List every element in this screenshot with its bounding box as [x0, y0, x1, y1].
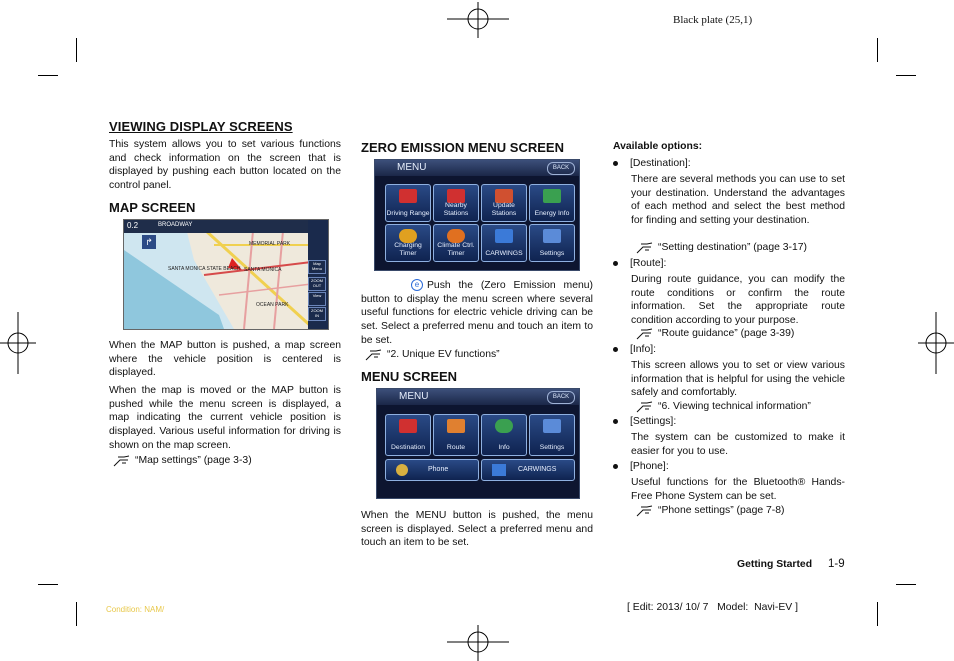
zero-emission-title: ZERO EMISSION MENU SCREEN: [361, 140, 564, 155]
menu-title: MENU: [399, 391, 429, 402]
map-top-bar: [124, 220, 308, 233]
crop-mark: [877, 38, 878, 62]
menu-screen-title: MENU SCREEN: [361, 369, 458, 384]
nearby-stations-tile[interactable]: Nearby Stations: [433, 184, 479, 222]
crop-mark: [877, 602, 878, 626]
registration-mark-bottom: [447, 625, 509, 661]
option-route-ref: “Route guidance” (page 3-39): [636, 327, 794, 341]
zero-menu-title: MENU: [397, 162, 427, 173]
crop-mark: [896, 75, 916, 76]
info-tile[interactable]: Info: [481, 414, 527, 456]
map-label-3: SANTA MONICA: [244, 267, 282, 273]
map-label-1: MEMORIAL PARK: [249, 241, 291, 247]
zero-emission-para-text: Push the (Zero Emission menu) button to display the menu screen where several useful functions for electric vehicle driving can be set. Select a preferred menu and touch an item to be set.: [361, 280, 593, 346]
option-phone-label: [Phone]:: [613, 460, 669, 474]
zero-ref-text: “2. Unique EV functions”: [387, 349, 500, 360]
option-destination-text: There are several methods you can use to set your destination. Understand the advantages of each method and select the best method for finding and setting your destination.: [631, 174, 845, 227]
reference-hand-icon: [636, 328, 654, 340]
settings-tile[interactable]: Settings: [529, 414, 575, 456]
option-destination-ref: “Setting destination” (page 3-17): [636, 241, 807, 255]
options-title: Available options:: [613, 141, 703, 152]
reference-hand-icon: [636, 401, 654, 413]
update-stations-tile[interactable]: Update Stations: [481, 184, 527, 222]
climate-timer-tile[interactable]: Climate Ctrl. Timer: [433, 224, 479, 262]
carwings-wide-tile[interactable]: CARWINGS: [481, 459, 575, 481]
map-label-2: SANTA MONICA STATE BEACH: [168, 266, 241, 272]
view-button[interactable]: View: [308, 292, 326, 306]
map-screenshot: [123, 219, 329, 330]
driving-range-tile[interactable]: Driving Range: [385, 184, 431, 222]
condition-label: Condition: NAM/: [106, 605, 165, 614]
reference-hand-icon: [636, 242, 654, 254]
registration-mark-right: [918, 312, 954, 374]
reference-hand-icon: [636, 505, 654, 517]
option-destination-label: [Destination]:: [613, 157, 691, 171]
crop-mark: [38, 75, 58, 76]
option-info-ref: “6. Viewing technical information”: [636, 400, 811, 414]
settings-tile[interactable]: Settings: [529, 224, 575, 262]
route-tile[interactable]: Route: [433, 414, 479, 456]
phone-icon: [396, 464, 408, 476]
option-settings-label: [Settings]:: [613, 415, 676, 429]
crop-mark: [76, 38, 77, 62]
menu-screenshot: [376, 388, 580, 499]
map-ref-text: “Map settings” (page 3-3): [135, 455, 252, 466]
edit-model-label: [ Edit: 2013/ 10/ 7 Model: Navi-EV ]: [627, 602, 798, 613]
reference-hand-icon: [365, 349, 383, 361]
crop-mark: [76, 602, 77, 626]
map-menu-button[interactable]: Map Menu: [308, 260, 326, 274]
option-settings-text: The system can be customized to make it easier for you to use.: [631, 432, 845, 457]
registration-mark-top: [447, 2, 509, 38]
map-para-2: When the map is moved or the MAP button is pushed while the menu screen is displayed, a map indicating the current vehicle position is displayed. Various useful information for driving is shown on the map screen.: [109, 385, 341, 451]
phone-tile[interactable]: Phone: [385, 459, 479, 481]
zero-emission-para: [361, 279, 593, 348]
option-route-text: During route guidance, you can modify the route conditions or confirm the route information. Set the appropriate route condition according to your purpose.: [631, 274, 845, 327]
map-label-4: OCEAN PARK: [256, 302, 289, 308]
reference-hand-icon: [113, 455, 131, 467]
zoom-out-button[interactable]: ZOOM OUT: [308, 277, 326, 291]
carwings-tile[interactable]: CARWINGS: [481, 224, 527, 262]
viewing-title: VIEWING DISPLAY SCREENS: [109, 119, 293, 134]
option-route-label: [Route]:: [613, 257, 666, 271]
option-phone-ref: “Phone settings” (page 7-8): [636, 504, 785, 518]
crop-mark: [896, 584, 916, 585]
map-screen-title: MAP SCREEN: [109, 200, 196, 215]
crop-mark: [38, 584, 58, 585]
option-info-text: This screen allows you to set or view various information that is helpful for using the vehicle safely and comfortably.: [631, 360, 845, 399]
map-ref: [113, 454, 252, 468]
map-street-name: BROADWAY: [158, 222, 193, 228]
zero-emission-icon: e: [411, 279, 423, 291]
option-phone-text: Useful functions for the Bluetooth® Hands-Free Phone System can be set.: [631, 477, 845, 502]
plate-label: Black plate (25,1): [673, 14, 753, 26]
footer-section: Getting Started: [737, 559, 813, 570]
back-button[interactable]: BACK: [547, 162, 575, 175]
option-info-label: [Info]:: [613, 343, 656, 357]
carwings-icon: [492, 464, 506, 476]
map-para-1: When the MAP button is pushed, a map screen where the vehicle position is centered is displayed.: [109, 340, 341, 379]
back-button[interactable]: BACK: [547, 391, 575, 404]
viewing-text: This system allows you to set various functions and check information on the screen that is displayed by pushing each button located on the control panel.: [109, 139, 341, 192]
zero-emission-screenshot: [374, 159, 580, 271]
turn-arrow-icon: ↱: [142, 235, 156, 249]
menu-para: When the MENU button is pushed, the menu screen is displayed. Select a preferred menu and touch an item to be set.: [361, 510, 593, 549]
map-distance: 0.2: [127, 221, 139, 230]
footer-page-number: 1-9: [828, 558, 845, 570]
registration-mark-left: [0, 312, 36, 374]
destination-tile[interactable]: Destination: [385, 414, 431, 456]
zoom-in-button[interactable]: ZOOM IN: [308, 307, 326, 321]
charging-timer-tile[interactable]: Charging Timer: [385, 224, 431, 262]
energy-info-tile[interactable]: Energy Info: [529, 184, 575, 222]
zero-ref: [365, 348, 500, 362]
